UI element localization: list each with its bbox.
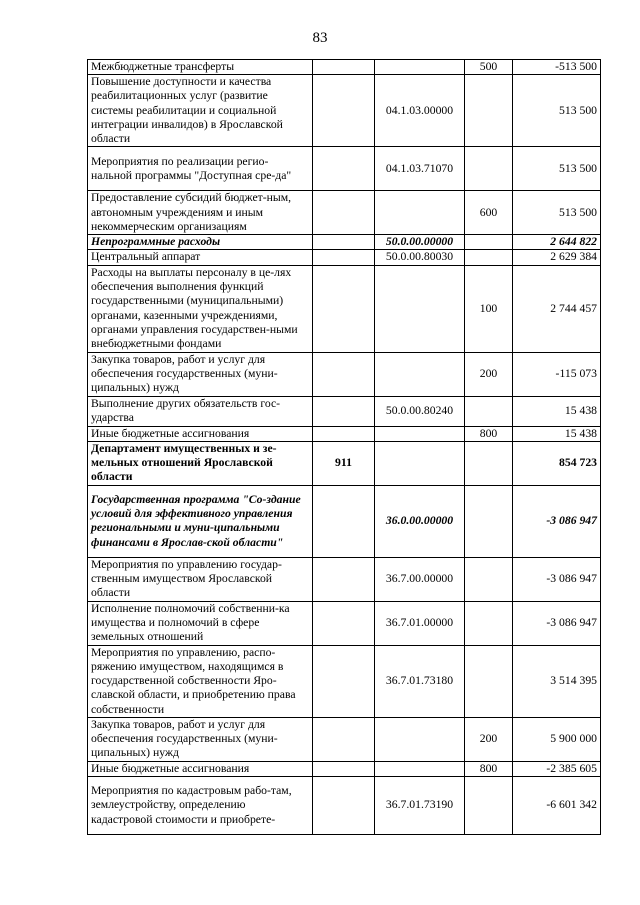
table-row bbox=[88, 265, 601, 352]
row-department-code bbox=[313, 75, 375, 147]
row-name: Иные бюджетные ассигнования bbox=[88, 761, 313, 776]
row-name: Исполнение полномочий собственни-ка имущества и полномочий в сфере земельных отношений bbox=[88, 601, 313, 645]
table-row bbox=[88, 601, 601, 645]
row-amount: -6 601 342 bbox=[513, 777, 601, 835]
row-target-article: 04.1.03.00000 bbox=[375, 75, 465, 147]
row-name: Мероприятия по управлению, распо-ряжению имуществом, находящимся в государственной собственности Яро-славской области, и приобретению права собственности bbox=[88, 645, 313, 717]
table-row bbox=[88, 75, 601, 147]
row-department-code bbox=[313, 557, 375, 601]
table-row bbox=[88, 777, 601, 835]
row-department-code bbox=[313, 761, 375, 776]
row-expense-type bbox=[465, 396, 513, 426]
row-amount: 15 438 bbox=[513, 426, 601, 441]
row-target-article: 50.0.00.80030 bbox=[375, 250, 465, 265]
row-department-code bbox=[313, 717, 375, 761]
row-target-article: 04.1.03.71070 bbox=[375, 147, 465, 191]
row-amount: -115 073 bbox=[513, 352, 601, 396]
row-expense-type: 800 bbox=[465, 761, 513, 776]
table-row bbox=[88, 396, 601, 426]
row-department-code bbox=[313, 265, 375, 352]
table-row bbox=[88, 717, 601, 761]
row-expense-type bbox=[465, 485, 513, 557]
row-amount: 513 500 bbox=[513, 75, 601, 147]
row-name: Мероприятия по кадастровым рабо-там, землеустройству, определению кадастровой стоимости и приобрете- bbox=[88, 777, 313, 835]
row-amount: 2 744 457 bbox=[513, 265, 601, 352]
row-amount: -3 086 947 bbox=[513, 485, 601, 557]
row-expense-type: 600 bbox=[465, 191, 513, 235]
row-department-code bbox=[313, 485, 375, 557]
row-department-code bbox=[313, 396, 375, 426]
row-name: Государственная программа "Со-здание условий для эффективного управления региональными и муни-ципальными финансами в Ярослав-ской области" bbox=[88, 485, 313, 557]
row-target-article: 36.7.01.73180 bbox=[375, 645, 465, 717]
row-expense-type: 800 bbox=[465, 426, 513, 441]
row-department-code bbox=[313, 645, 375, 717]
row-expense-type: 500 bbox=[465, 60, 513, 75]
row-expense-type bbox=[465, 601, 513, 645]
table-row bbox=[88, 441, 601, 485]
row-department-code bbox=[313, 235, 375, 250]
row-name: Повышение доступности и качества реабилитационных услуг (развитие системы реабилитации и социальной интеграции инвалидов) в Ярославской области bbox=[88, 75, 313, 147]
row-expense-type bbox=[465, 557, 513, 601]
row-amount: 2 644 822 bbox=[513, 235, 601, 250]
row-expense-type bbox=[465, 235, 513, 250]
table-row bbox=[88, 485, 601, 557]
table-row bbox=[88, 761, 601, 776]
row-name: Выполнение других обязательств гос-ударства bbox=[88, 396, 313, 426]
row-expense-type bbox=[465, 777, 513, 835]
row-name: Межбюджетные трансферты bbox=[88, 60, 313, 75]
table-row bbox=[88, 147, 601, 191]
row-department-code bbox=[313, 352, 375, 396]
row-amount: 2 629 384 bbox=[513, 250, 601, 265]
row-department-code bbox=[313, 147, 375, 191]
row-name: Мероприятия по реализации регио-нальной программы "Доступная сре-да" bbox=[88, 147, 313, 191]
row-amount: 513 500 bbox=[513, 191, 601, 235]
row-amount: 15 438 bbox=[513, 396, 601, 426]
row-target-article: 36.7.00.00000 bbox=[375, 557, 465, 601]
row-target-article bbox=[375, 265, 465, 352]
row-amount: -3 086 947 bbox=[513, 601, 601, 645]
table-row bbox=[88, 60, 601, 75]
row-name: Иные бюджетные ассигнования bbox=[88, 426, 313, 441]
row-target-article: 36.0.00.00000 bbox=[375, 485, 465, 557]
row-amount: -3 086 947 bbox=[513, 557, 601, 601]
budget-table bbox=[87, 59, 601, 835]
row-department-code: 911 bbox=[313, 441, 375, 485]
row-expense-type bbox=[465, 441, 513, 485]
table-row bbox=[88, 645, 601, 717]
row-target-article bbox=[375, 352, 465, 396]
row-name: Закупка товаров, работ и услуг для обеспечения государственных (муни-ципальных) нужд bbox=[88, 717, 313, 761]
row-name: Мероприятия по управлению государ-ственным имуществом Ярославской области bbox=[88, 557, 313, 601]
page-number: 83 bbox=[312, 30, 328, 46]
row-amount: 3 514 395 bbox=[513, 645, 601, 717]
row-target-article bbox=[375, 191, 465, 235]
row-name: Департамент имущественных и зе-мельных отношений Ярославской области bbox=[88, 441, 313, 485]
row-target-article bbox=[375, 717, 465, 761]
row-expense-type bbox=[465, 645, 513, 717]
row-target-article: 50.0.00.00000 bbox=[375, 235, 465, 250]
row-amount: 513 500 bbox=[513, 147, 601, 191]
row-expense-type bbox=[465, 147, 513, 191]
row-department-code bbox=[313, 191, 375, 235]
row-name: Предоставление субсидий бюджет-ным, автономным учреждениям и иным некоммерческим организациям bbox=[88, 191, 313, 235]
table-row bbox=[88, 250, 601, 265]
row-name: Расходы на выплаты персоналу в це-лях обеспечения выполнения функций государственными (муниципальными) органами, казенными учреждениями, органами управления государствен-ными внебюджетными фондами bbox=[88, 265, 313, 352]
row-target-article bbox=[375, 761, 465, 776]
row-department-code bbox=[313, 250, 375, 265]
row-name: Центральный аппарат bbox=[88, 250, 313, 265]
row-target-article: 36.7.01.73190 bbox=[375, 777, 465, 835]
row-expense-type: 200 bbox=[465, 352, 513, 396]
row-name: Закупка товаров, работ и услуг для обеспечения государственных (муни-ципальных) нужд bbox=[88, 352, 313, 396]
budget-table-body bbox=[88, 60, 601, 835]
row-target-article bbox=[375, 441, 465, 485]
row-expense-type bbox=[465, 250, 513, 265]
table-row bbox=[88, 426, 601, 441]
row-amount: -513 500 bbox=[513, 60, 601, 75]
row-department-code bbox=[313, 601, 375, 645]
row-department-code bbox=[313, 777, 375, 835]
table-row bbox=[88, 352, 601, 396]
row-target-article bbox=[375, 426, 465, 441]
row-target-article: 36.7.01.00000 bbox=[375, 601, 465, 645]
row-expense-type: 100 bbox=[465, 265, 513, 352]
table-row bbox=[88, 557, 601, 601]
row-target-article: 50.0.00.80240 bbox=[375, 396, 465, 426]
row-department-code bbox=[313, 426, 375, 441]
row-department-code bbox=[313, 60, 375, 75]
row-expense-type: 200 bbox=[465, 717, 513, 761]
row-target-article bbox=[375, 60, 465, 75]
row-expense-type bbox=[465, 75, 513, 147]
row-amount: -2 385 605 bbox=[513, 761, 601, 776]
row-amount: 5 900 000 bbox=[513, 717, 601, 761]
row-amount: 854 723 bbox=[513, 441, 601, 485]
row-name: Непрограммные расходы bbox=[88, 235, 313, 250]
table-row bbox=[88, 235, 601, 250]
table-row bbox=[88, 191, 601, 235]
